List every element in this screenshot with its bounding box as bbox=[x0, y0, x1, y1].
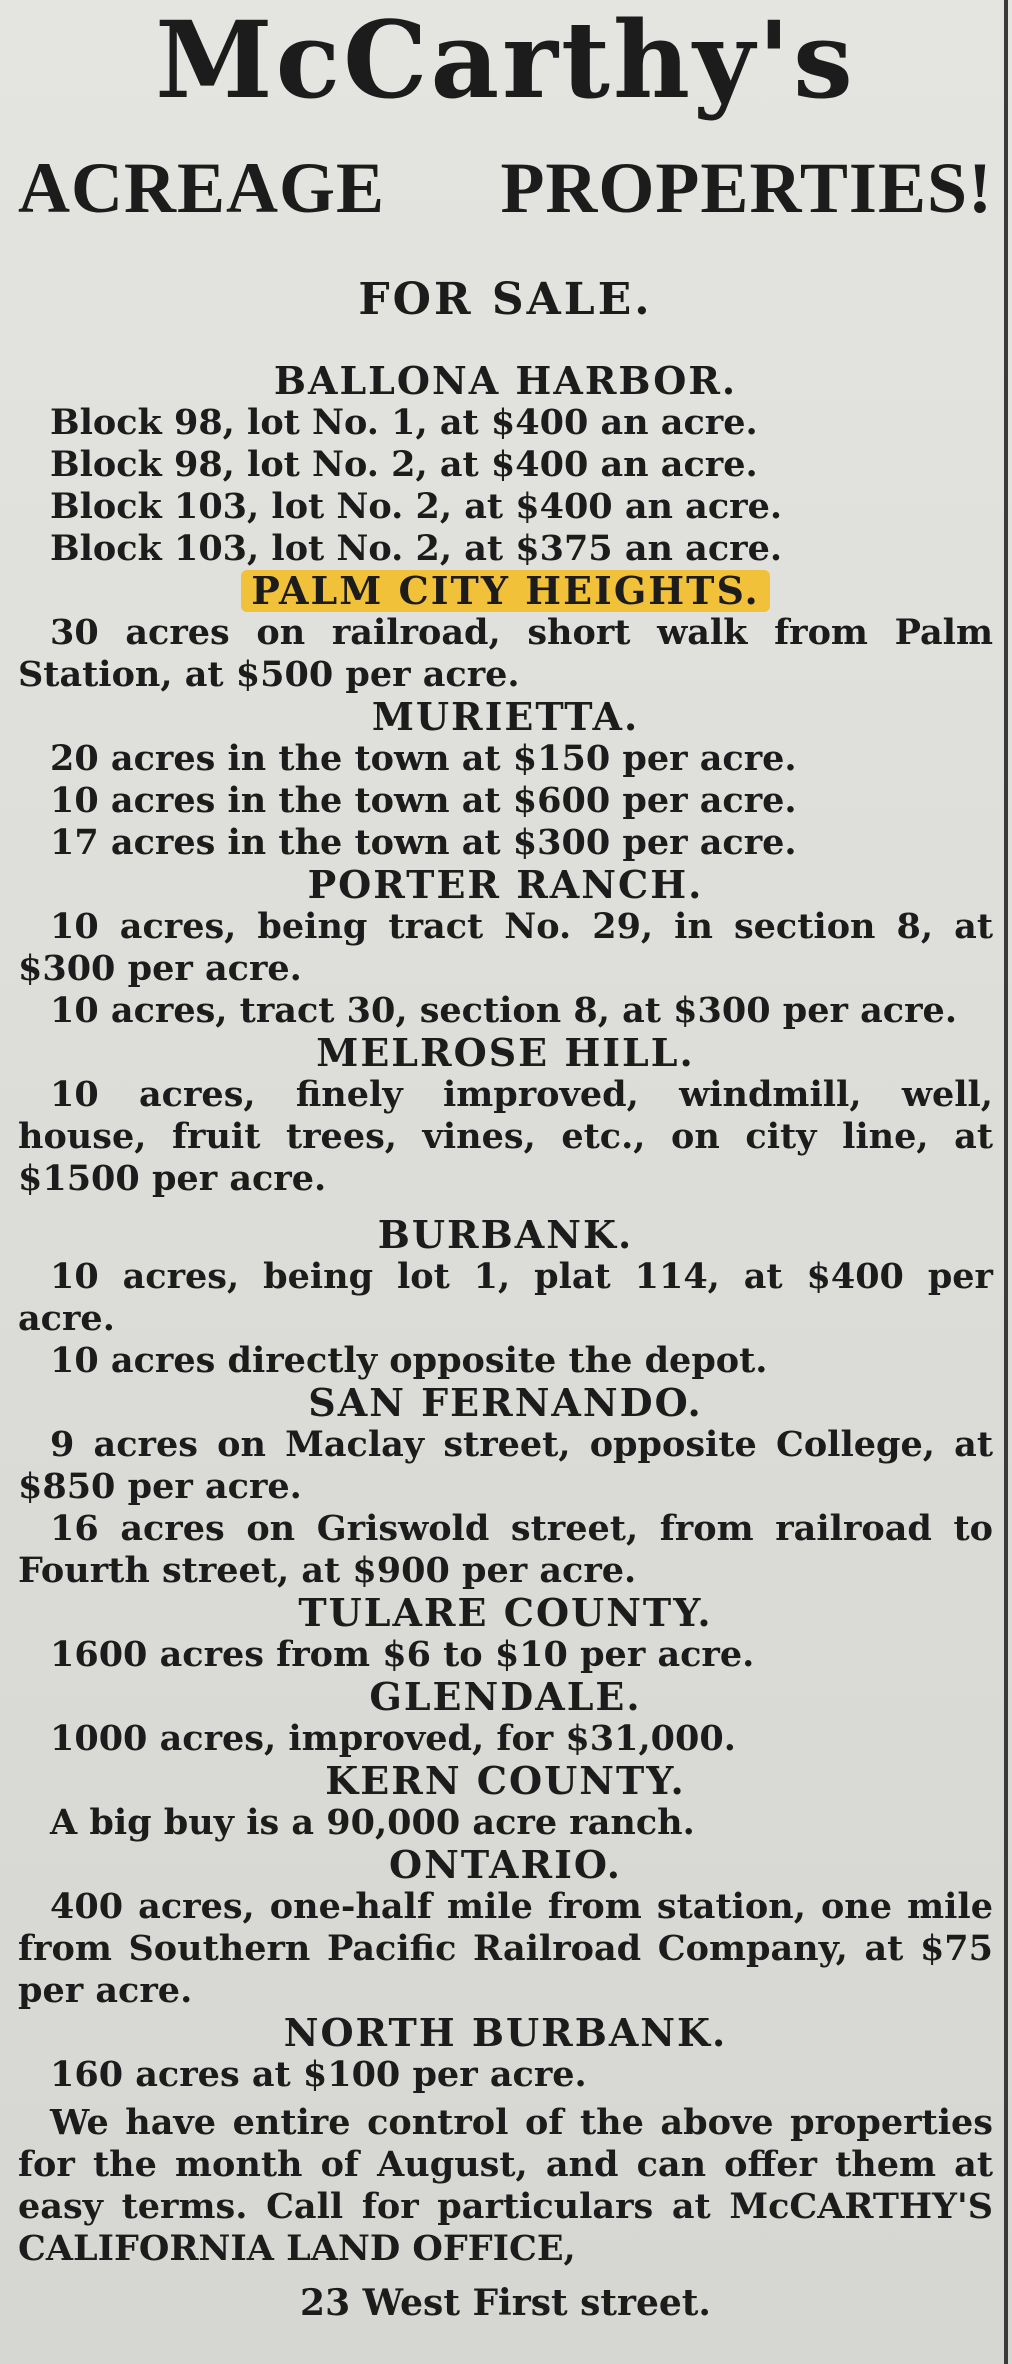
section-ballona-harbor bbox=[18, 360, 993, 570]
listing-paragraph: 9 acres on Maclay street, opposite College, at $850 per acre. bbox=[18, 1424, 993, 1507]
listing-line: Block 103, lot No. 2, at $375 an acre. bbox=[50, 528, 783, 569]
advertisement-column bbox=[18, 0, 993, 2324]
section-tulare-county bbox=[18, 1592, 993, 1676]
section-heading: NORTH BURBANK. bbox=[283, 2010, 728, 2055]
section-porter-ranch bbox=[18, 864, 993, 1032]
section-melrose-hill bbox=[18, 1032, 993, 1200]
section-burbank bbox=[18, 1214, 993, 1382]
section-heading: PORTER RANCH. bbox=[307, 862, 704, 907]
section-heading: MELROSE HILL. bbox=[316, 1030, 695, 1075]
highlighted-heading: PALM CITY HEIGHTS. bbox=[241, 570, 770, 612]
section-north-burbank bbox=[18, 2012, 993, 2096]
listing-paragraph: 10 acres directly opposite the depot. bbox=[50, 1340, 768, 1381]
listing-paragraph: 400 acres, one-half mile from station, one mile from Southern Pacific Railroad Company, at $75 per acre. bbox=[18, 1886, 993, 2011]
footer-paragraph: We have entire control of the above properties for the month of August, and can offer them at easy terms. Call for particulars at McCARTHY'S CALIFORNIA LAND OFFICE, bbox=[18, 2102, 993, 2269]
section-san-fernando bbox=[18, 1382, 993, 1592]
section-ontario bbox=[18, 1844, 993, 2012]
for-sale-label: FOR SALE. bbox=[358, 274, 653, 325]
subtitle-left: ACREAGE bbox=[18, 148, 386, 228]
section-palm-city-heights bbox=[18, 570, 993, 696]
section-glendale bbox=[18, 1676, 993, 1760]
listing-line: A big buy is a 90,000 acre ranch. bbox=[50, 1802, 695, 1843]
listing-paragraph: 10 acres, being tract No. 29, in section 8, at $300 per acre. bbox=[18, 906, 993, 989]
office-address: 23 West First street. bbox=[300, 2282, 711, 2324]
listing-paragraph: 10 acres, finely improved, windmill, well, house, fruit trees, vines, etc., on city line, at $1500 per acre. bbox=[18, 1074, 993, 1199]
ad-title: McCarthy's bbox=[155, 0, 856, 122]
listing-line: 17 acres in the town at $300 per acre. bbox=[50, 822, 797, 863]
listing-line: 20 acres in the town at $150 per acre. bbox=[50, 738, 797, 779]
column-rule bbox=[1004, 0, 1008, 2364]
section-heading: KERN COUNTY. bbox=[325, 1758, 686, 1803]
listing-line: Block 103, lot No. 2, at $400 an acre. bbox=[50, 486, 783, 527]
section-heading: GLENDALE. bbox=[369, 1674, 642, 1719]
section-heading: MURIETTA. bbox=[371, 694, 640, 739]
listing-line: 1600 acres from $6 to $10 per acre. bbox=[50, 1634, 755, 1675]
section-heading: ONTARIO. bbox=[389, 1842, 622, 1887]
listing-line: 1000 acres, improved, for $31,000. bbox=[50, 1718, 736, 1759]
section-heading bbox=[18, 570, 993, 612]
listing-paragraph: 10 acres, being lot 1, plat 114, at $400 per acre. bbox=[18, 1256, 993, 1339]
listing-line: 160 acres at $100 per acre. bbox=[50, 2054, 587, 2095]
listing-paragraph: 10 acres, tract 30, section 8, at $300 per acre. bbox=[50, 990, 958, 1031]
ad-subtitle bbox=[18, 148, 993, 228]
listing-paragraph: 16 acres on Griswold street, from railroad to Fourth street, at $900 per acre. bbox=[18, 1508, 993, 1591]
listing-line: 10 acres in the town at $600 per acre. bbox=[50, 780, 797, 821]
section-heading: SAN FERNANDO. bbox=[308, 1380, 703, 1425]
section-heading: BURBANK. bbox=[377, 1212, 634, 1257]
section-murietta bbox=[18, 696, 993, 864]
ad-footer bbox=[18, 2102, 993, 2324]
listing-line: Block 98, lot No. 2, at $400 an acre. bbox=[50, 444, 758, 485]
section-kern-county bbox=[18, 1760, 993, 1844]
listing-paragraph: 30 acres on railroad, short walk from Palm Station, at $500 per acre. bbox=[18, 612, 993, 695]
section-heading: BALLONA HARBOR. bbox=[273, 358, 738, 403]
subtitle-right: PROPERTIES! bbox=[500, 148, 993, 228]
listing-line: Block 98, lot No. 1, at $400 an acre. bbox=[50, 402, 758, 443]
section-heading: TULARE COUNTY. bbox=[298, 1590, 713, 1635]
